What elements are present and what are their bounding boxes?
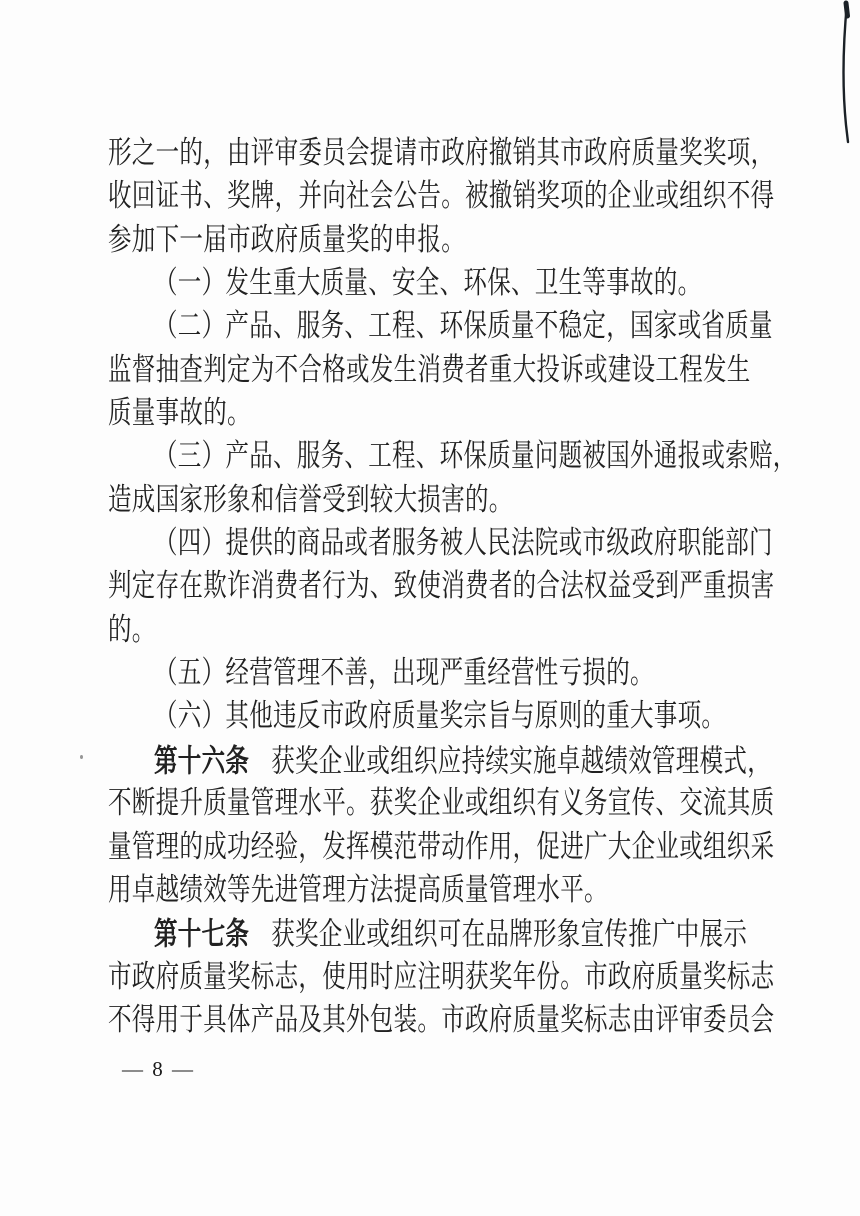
document-line: 不断提升质量管理水平。获奖企业或组织有义务宣传、交流其质 (108, 786, 775, 822)
page-number: — 8 — (122, 1057, 195, 1081)
document-line-clause-6: （六）其他违反市政府质量奖宗旨与原则的重大事项。 (154, 700, 726, 735)
document-line: 形之一的，由评审委员会提请市政府撤销其市政府质量奖奖项， (108, 136, 775, 171)
document-line: 不得用于具体产品及其外包装。市政府质量奖标志由评审委员会 (108, 1003, 775, 1038)
document-body (108, 133, 808, 1043)
document-line: 市政府质量奖标志，使用时应注明获奖年份。市政府质量奖标志 (108, 960, 775, 995)
document-line: 的。 (108, 613, 156, 648)
document-line-clause-3: （三）产品、服务、工程、环保质量问题被国外通报或索赔， (154, 440, 797, 475)
document-line: 监督抽查判定为不合格或发生消费者重大投诉或建设工程发生 (108, 353, 751, 388)
document-line: 收回证书、奖牌，并向社会公告。被撤销奖项的企业或组织不得 (108, 179, 775, 215)
document-line-clause-1: （一）发生重大质量、安全、环保、卫生等事故的。 (154, 266, 702, 301)
article-17-number: 第十七条 (154, 916, 250, 952)
scan-speck-artifact (80, 755, 83, 759)
document-line: 量管理的成功经验，发挥模范带动作用，促进广大企业或组织采 (108, 830, 775, 865)
scan-streak-artifact (820, 0, 860, 160)
document-line: 质量事故的。 (108, 396, 251, 432)
document-line: 造成国家形象和信誉受到较大损害的。 (108, 483, 513, 518)
document-line-clause-2: （二）产品、服务、工程、环保质量不稳定，国家或省质量 (154, 310, 773, 345)
article-16-number: 第十六条 (154, 743, 250, 778)
article-16-text: 获奖企业或组织应持续实施卓越绩效管理模式， (271, 744, 772, 780)
document-line: 参加下一届市政府质量奖的申报。 (108, 223, 465, 258)
document-line-clause-5: （五）经营管理不善，出现严重经营性亏损的。 (154, 656, 654, 692)
article-17-text: 获奖企业或组织可在品牌形象宣传推广中展示 (271, 918, 748, 953)
document-line: 用卓越绩效等先进管理方法提高质量管理水平。 (108, 873, 608, 908)
document-line-clause-4: （四）提供的商品或者服务被人民法院或市级政府职能部门 (154, 526, 773, 562)
document-line: 判定存在欺诈消费者行为、致使消费者的合法权益受到严重损害 (108, 570, 775, 605)
